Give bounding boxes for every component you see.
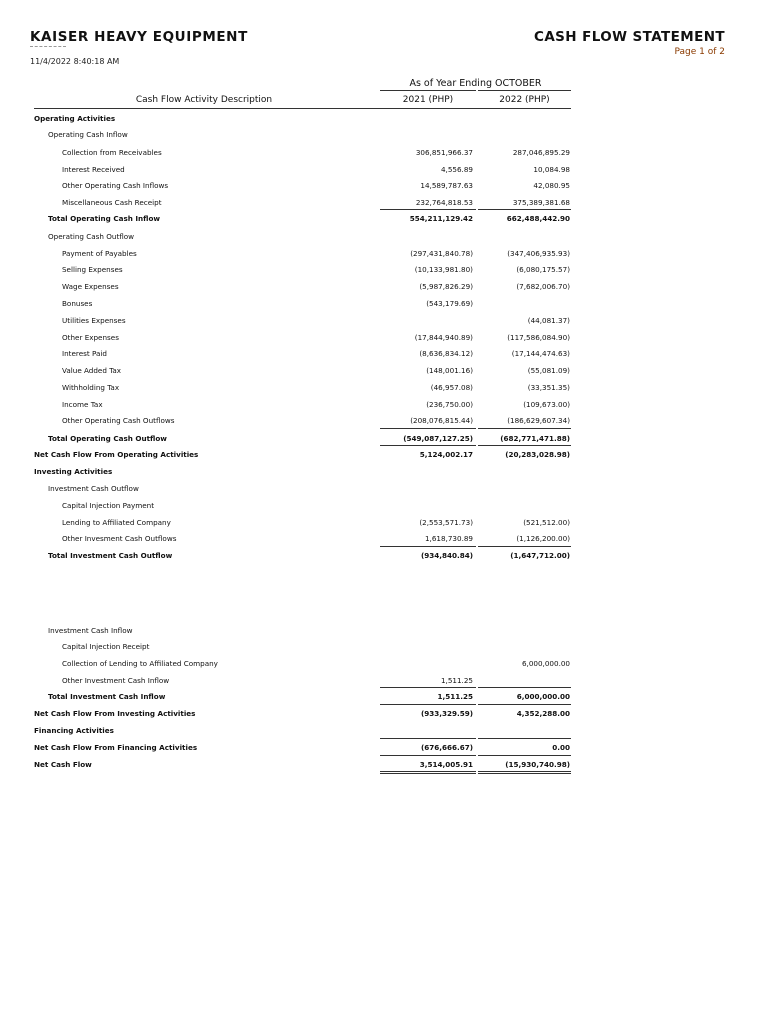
row-label: Operating Cash Inflow [48, 130, 128, 139]
row-label: Capital Injection Payment [62, 501, 155, 510]
row-label: Other Invesment Cash Outflows [62, 534, 177, 543]
value-2021: (934,840.84) [420, 551, 473, 560]
subtotal-rule [478, 209, 571, 210]
subtotal-rule [380, 428, 476, 429]
value-2021: 554,211,129.42 [409, 214, 473, 223]
table-row [0, 366, 768, 380]
table-row [0, 130, 768, 144]
value-2022: (15,930,740.98) [505, 760, 570, 769]
row-label: Other Expenses [62, 333, 119, 342]
table-row [0, 214, 768, 228]
table-row [0, 114, 768, 128]
row-label: Miscellaneous Cash Receipt [62, 198, 162, 207]
value-2022: 375,389,381.68 [512, 198, 570, 207]
report-title: CASH FLOW STATEMENT [534, 29, 725, 45]
subtotal-rule [478, 546, 571, 547]
value-2021: (10,133,981.80) [414, 265, 473, 274]
table-row [0, 333, 768, 347]
table-row [0, 642, 768, 656]
subtotal-rule [380, 687, 476, 688]
column-header-2021: 2021 (PHP) [402, 95, 454, 105]
value-2021: (148,001.16) [426, 366, 473, 375]
table-row [0, 316, 768, 330]
value-2022: 662,488,442.90 [506, 214, 570, 223]
value-2021: (236,750.00) [426, 400, 473, 409]
value-2022: (20,283,028.98) [505, 450, 570, 459]
value-2022: (44,081.37) [527, 316, 570, 325]
row-label: Investment Cash Outflow [48, 484, 139, 493]
row-label: Income Tax [62, 400, 103, 409]
table-row [0, 450, 768, 464]
row-label: Withholding Tax [62, 383, 120, 392]
subtotal-rule [380, 546, 476, 547]
value-2021: 4,556.89 [440, 165, 473, 174]
row-label: Bonuses [62, 299, 93, 308]
subtotal-rule [380, 738, 476, 739]
value-2021: (17,844,940.89) [414, 333, 473, 342]
grand-total-double-rule [380, 771, 476, 774]
value-2021: 3,514,005.91 [419, 760, 473, 769]
value-2022: (1,126,200.00) [516, 534, 570, 543]
value-2021: (933,329.59) [420, 709, 473, 718]
table-row [0, 249, 768, 263]
value-2021: (2,553,571.73) [419, 518, 473, 527]
value-2021: 14,589,787.63 [420, 181, 473, 190]
subtotal-rule [380, 209, 476, 210]
value-2022: (55,081.09) [527, 366, 570, 375]
table-row [0, 299, 768, 313]
table-row [0, 383, 768, 397]
table-row [0, 709, 768, 723]
value-2021: (8,636,834.12) [419, 349, 473, 358]
table-row [0, 467, 768, 481]
row-label: Selling Expenses [62, 265, 123, 274]
value-2022: (347,406,935.93) [507, 249, 570, 258]
table-row [0, 349, 768, 363]
row-label: Other Operating Cash Inflows [62, 181, 169, 190]
row-label: Other Operating Cash Outflows [62, 416, 175, 425]
grand-total-double-rule [478, 771, 571, 774]
table-row [0, 148, 768, 162]
value-2022: (521,512.00) [523, 518, 570, 527]
subtotal-rule [478, 445, 571, 446]
value-2022: (109,673.00) [523, 400, 570, 409]
report-timestamp: 11/4/2022 8:40:18 AM [30, 57, 120, 66]
value-2021: (676,666.67) [420, 743, 473, 752]
subtotal-rule [380, 755, 476, 756]
table-row [0, 501, 768, 515]
row-label: Interest Paid [62, 349, 107, 358]
row-label: Net Cash Flow [34, 760, 92, 769]
table-row [0, 181, 768, 195]
row-label: Payment of Payables [62, 249, 137, 258]
value-2021: (297,431,840.78) [410, 249, 473, 258]
value-2022: 4,352,288.00 [516, 709, 570, 718]
row-label: Total Investment Cash Outflow [48, 551, 173, 560]
row-label: Financing Activities [34, 726, 114, 735]
table-row [0, 282, 768, 296]
table-row [0, 400, 768, 414]
row-label: Wage Expenses [62, 282, 119, 291]
description-header: Cash Flow Activity Description [135, 95, 273, 105]
value-2021: (543,179.69) [426, 299, 473, 308]
table-row [0, 659, 768, 673]
subtotal-rule [478, 755, 571, 756]
value-2021: 5,124,002.17 [419, 450, 473, 459]
value-2022: (682,771,471.88) [500, 434, 570, 443]
as-of-heading: As of Year Ending OCTOBER [409, 78, 542, 89]
value-2022: (117,586,084.90) [507, 333, 570, 342]
table-row [0, 232, 768, 246]
row-label: Interest Received [62, 165, 125, 174]
value-2022: 10,084.98 [533, 165, 570, 174]
row-label: Collection from Receivables [62, 148, 162, 157]
row-label: Net Cash Flow From Financing Activities [34, 743, 198, 752]
value-2021: 1,511.25 [440, 676, 473, 685]
table-row [0, 551, 768, 565]
value-2022: (1,647,712.00) [510, 551, 570, 560]
company-name: KAISER HEAVY EQUIPMENT [30, 29, 248, 45]
subtotal-rule [380, 445, 476, 446]
value-2022: 287,046,895.29 [512, 148, 570, 157]
value-2022: 42,080.95 [533, 181, 570, 190]
subtotal-rule [478, 704, 571, 705]
value-2021: (5,987,826.29) [419, 282, 473, 291]
table-row [0, 265, 768, 279]
value-2021: 306,851,966.37 [415, 148, 473, 157]
value-2022: (6,080,175.57) [516, 265, 570, 274]
value-2021: (208,076,815.44) [410, 416, 473, 425]
row-label: Collection of Lending to Affiliated Company [62, 659, 218, 668]
row-label: Total Operating Cash Outflow [48, 434, 167, 443]
value-2022: 6,000,000.00 [516, 692, 570, 701]
row-label: Investment Cash Inflow [48, 626, 133, 635]
value-2021: 1,618,730.89 [424, 534, 473, 543]
row-label: Net Cash Flow From Investing Activities [34, 709, 196, 718]
column-header-2022: 2022 (PHP) [499, 95, 550, 105]
row-label: Utilities Expenses [62, 316, 126, 325]
row-label: Total Operating Cash Inflow [48, 214, 161, 223]
value-2022: (17,144,474.63) [511, 349, 570, 358]
value-2021: 232,764,818.53 [415, 198, 473, 207]
table-row [0, 626, 768, 640]
value-2022: 6,000,000.00 [521, 659, 570, 668]
row-label: Investing Activities [34, 467, 113, 476]
header-rule [34, 108, 571, 109]
value-2022: (33,351.35) [527, 383, 570, 392]
value-2021: 1,511.25 [437, 692, 473, 701]
subtotal-rule [380, 704, 476, 705]
table-row [0, 518, 768, 532]
page-number: Page 1 of 2 [674, 47, 725, 57]
value-2022: (186,629,607.34) [507, 416, 570, 425]
row-label: Other Investment Cash Inflow [62, 676, 170, 685]
table-row [0, 165, 768, 179]
row-label: Operating Activities [34, 114, 116, 123]
subtotal-rule [478, 687, 571, 688]
subtotal-rule [478, 428, 571, 429]
row-label: Value Added Tax [62, 366, 122, 375]
row-label: Net Cash Flow From Operating Activities [34, 450, 199, 459]
table-row [0, 484, 768, 498]
column-rule-2022 [478, 90, 571, 91]
column-rule-2021 [380, 90, 476, 91]
subtotal-rule [478, 738, 571, 739]
value-2021: (46,957.08) [430, 383, 473, 392]
value-2022: 0.00 [552, 743, 570, 752]
row-label: Operating Cash Outflow [48, 232, 135, 241]
value-2021: (549,087,127.25) [403, 434, 473, 443]
row-label: Lending to Affiliated Company [62, 518, 171, 527]
row-label: Total Investment Cash Inflow [48, 692, 166, 701]
row-label: Capital Injection Receipt [62, 642, 150, 651]
value-2022: (7,682,006.70) [516, 282, 570, 291]
company-underline [30, 46, 66, 48]
